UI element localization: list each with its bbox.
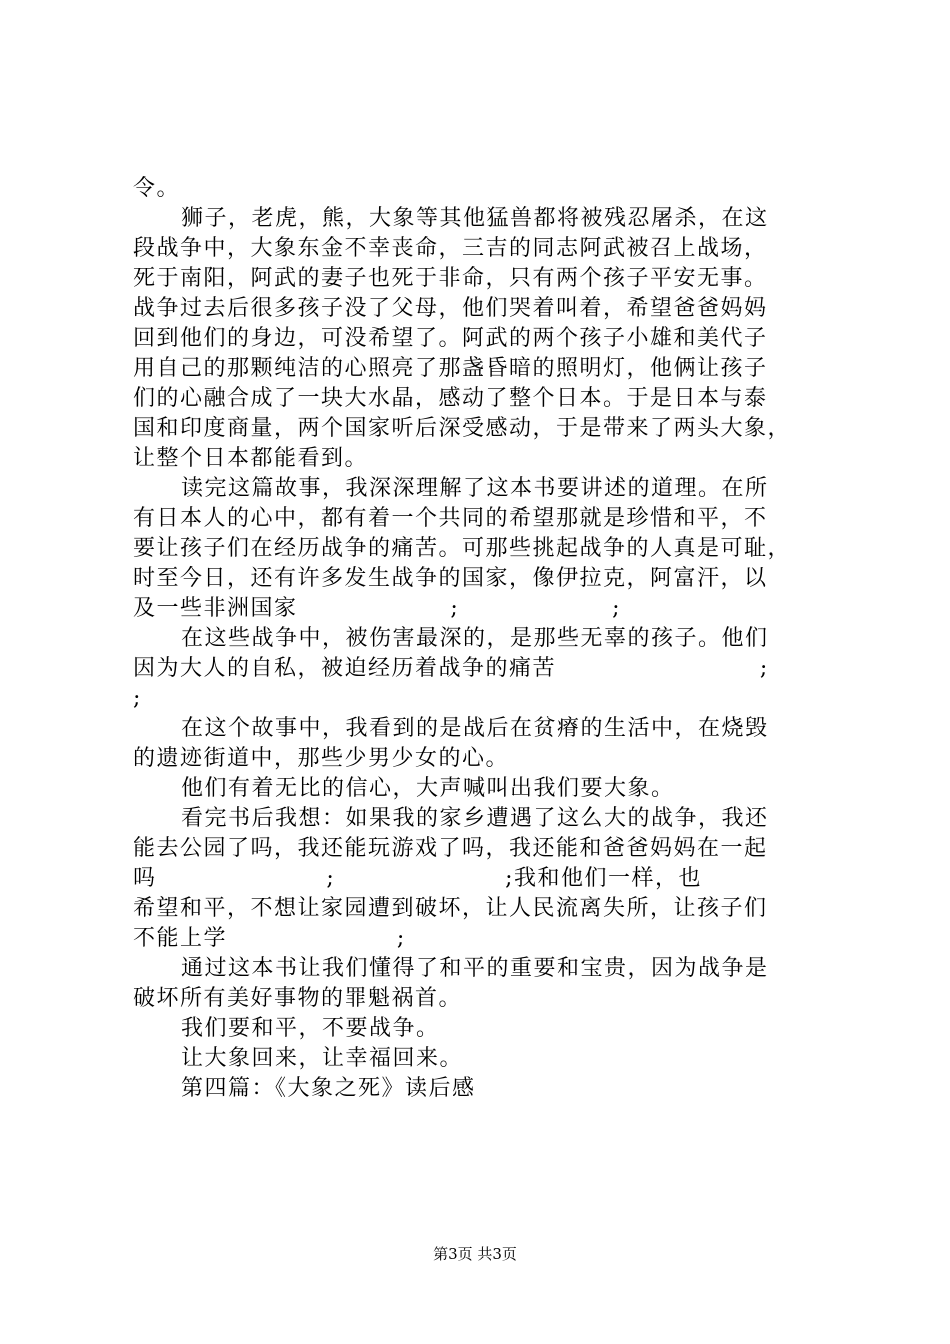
text-line: ; xyxy=(133,686,142,711)
text-line: 不能上学 ; xyxy=(133,926,406,951)
text-line: 第四篇：《大象之死》读后感 xyxy=(181,1076,476,1101)
text-line: 要让孩子们在经历战争的痛苦。可那些挑起战争的人真是可耻， xyxy=(133,536,792,561)
text-line: 希望和平，不想让家园遭到破坏，让人民流离失所，让孩子们 xyxy=(133,896,768,921)
text-line: 他们有着无比的信心，大声喊叫出我们要大象。 xyxy=(181,776,675,801)
text-line: 让大象回来，让幸福回来。 xyxy=(181,1046,464,1071)
text-line: 看完书后我想：如果我的家乡遭遇了这么大的战争，我还 xyxy=(181,806,769,831)
text-line: 令。 xyxy=(133,176,181,201)
text-line: 在这些战争中，被伤害最深的，是那些无辜的孩子。他们 xyxy=(181,626,769,651)
text-line: 战争过去后很多孩子没了父母，他们哭着叫着，希望爸爸妈妈 xyxy=(133,296,768,321)
text-line: 我们要和平，不要战争。 xyxy=(181,1016,440,1041)
text-line: 通过这本书让我们懂得了和平的重要和宝贵，因为战争是 xyxy=(181,956,769,981)
text-line: 时至今日，还有许多发生战争的国家，像伊拉克，阿富汗，以 xyxy=(133,566,768,591)
text-line: 破坏所有美好事物的罪魁祸首。 xyxy=(133,986,463,1011)
text-line: 用自己的那颗纯洁的心照亮了那盏昏暗的照明灯，他俩让孩子 xyxy=(133,356,768,381)
text-line: 读完这篇故事，我深深理解了这本书要讲述的道理。在所 xyxy=(181,476,769,501)
text-line: 段战争中，大象东金不幸丧命，三吉的同志阿武被召上战场， xyxy=(133,236,768,261)
text-line: 能去公园了吗，我还能玩游戏了吗，我还能和爸爸妈妈在一起 xyxy=(133,836,768,861)
text-line: 因为大人的自私，被迫经历着战争的痛苦 ; xyxy=(133,656,769,681)
text-line: 回到他们的身边，可没希望了。阿武的两个孩子小雄和美代子 xyxy=(133,326,768,351)
text-line: 国和印度商量，两个国家听后深受感动，于是带来了两头大象， xyxy=(133,416,792,441)
text-line: 有日本人的心中，都有着一个共同的希望那就是珍惜和平，不 xyxy=(133,506,768,531)
text-line: 们的心融合成了一块大水晶，感动了整个日本。于是日本与泰 xyxy=(133,386,768,411)
text-line: 死于南阳，阿武的妻子也死于非命，只有两个孩子平安无事。 xyxy=(133,266,768,291)
text-line: 的遗迹街道中，那些少男少女的心。 xyxy=(133,746,510,771)
document-body xyxy=(133,174,833,1104)
page-footer: 第3页 共3页 xyxy=(433,1245,517,1263)
text-line: 狮子，老虎，熊，大象等其他猛兽都将被残忍屠杀，在这 xyxy=(181,206,769,231)
text-line: 让整个日本都能看到。 xyxy=(133,446,369,471)
text-line: 在这个故事中，我看到的是战后在贫瘠的生活中，在烧毁 xyxy=(181,716,769,741)
text-line: 吗 ; ;我和他们一样，也 xyxy=(133,866,703,891)
text-line: 及一些非洲国家 ; ; xyxy=(133,596,622,621)
